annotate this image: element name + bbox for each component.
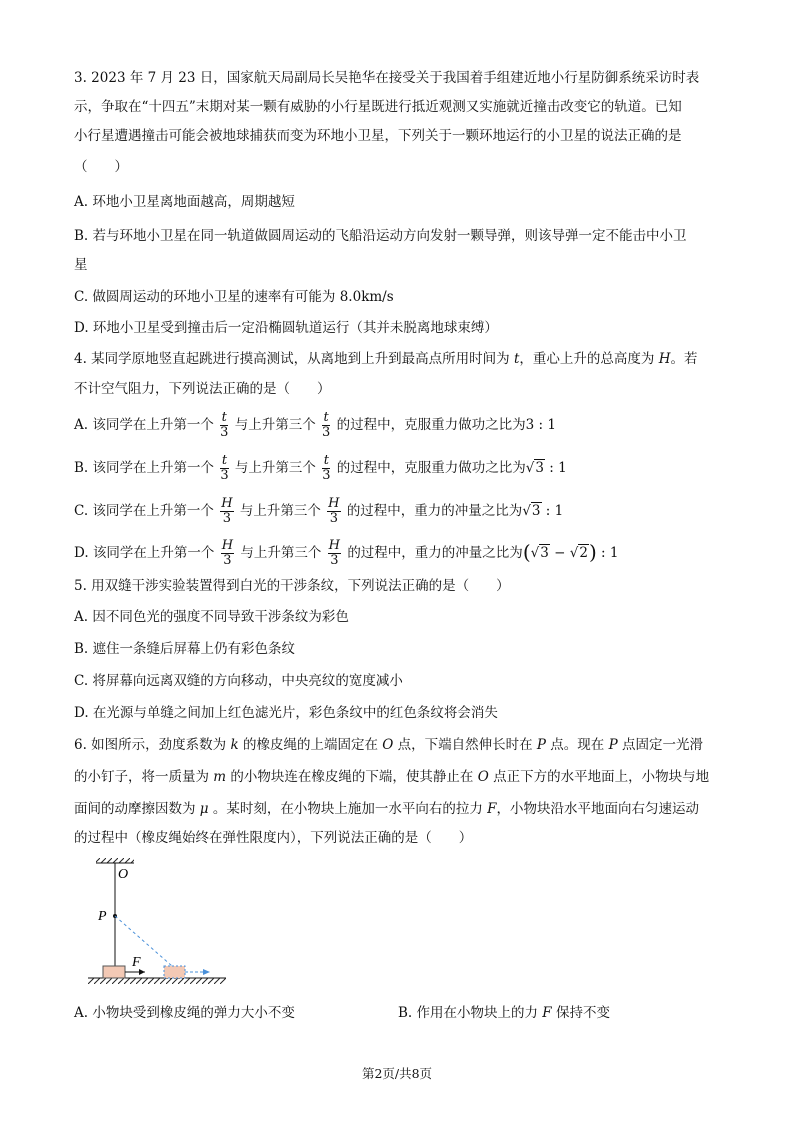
q6-stem-line2: 的小钉子，将一质量为 m 的小物块连在橡皮绳的下端，使其静止在 O 点正下方的水平地面上，小物块与地: [74, 769, 710, 785]
motion-arrowhead: [203, 969, 210, 975]
fraction-t-over-3: $\frac{t}{3}$: [322, 410, 331, 440]
q6-option-a: A. 小物块受到橡皮绳的弹力大小不变: [74, 1005, 295, 1021]
q6-stem-line1: 6. 如图所示，劲度系数为 k 的橡皮绳的上端固定在 O 点，下端自然伸长时在 P 点。现在 P 点固定一光滑: [74, 737, 703, 753]
rubber-band-figure: [88, 858, 228, 990]
q3-option-a: A. 环地小卫星离地面越高，周期越短: [74, 194, 295, 210]
q5-option-a: A. 因不同色光的强度不同导致干涉条纹为彩色: [74, 609, 349, 625]
q4-option-b: B. 该同学在上升第一个 $\frac{t}{3}$ 与上升第三个 $\frac{t}{3}$ 的过程中，克服重力做功之比为√3 : 1: [74, 453, 567, 483]
fraction-t-over-3: $\frac{t}{3}$: [220, 453, 229, 483]
fraction-H-over-3: $\frac{H}{3}$: [328, 538, 341, 568]
q3-option-b-line2: 星: [74, 257, 88, 273]
q3-option-c: C. 做圆周运动的环地小卫星的速率有可能为 8.0km/s: [74, 289, 394, 305]
fraction-H-over-3: $\frac{H}{3}$: [221, 538, 234, 568]
q3-stem-line1: 3. 2023 年 7 月 23 日，国家航天局副局长吴艳华在接受关于我国着手组建近地小行星防御系统采访时表: [74, 70, 700, 86]
var-H: H: [658, 351, 671, 367]
q6-option-b: B. 作用在小物块上的力 F 保持不变: [398, 1005, 610, 1021]
sqrt-3: √3: [530, 545, 549, 561]
q3-stem-line2: 示，争取在“十四五”末期对某一颗有威胁的小行星既进行抵近观测又实施就近撞击改变它的轨道。已知: [74, 99, 682, 115]
fraction-H-over-3: $\frac{H}{3}$: [221, 496, 233, 526]
q4-stem-line2: 不计空气阻力，下列说法正确的是（ ）: [74, 381, 331, 397]
ratio: 3 : 1: [525, 417, 556, 433]
sqrt-2: √2: [569, 545, 588, 561]
fraction-t-over-3: $\frac{t}{3}$: [322, 453, 331, 483]
var-t: t: [513, 351, 520, 367]
sqrt-3: √3: [525, 460, 544, 476]
page-footer: 第2页/共8页: [361, 1066, 433, 1081]
q4-stem-line1: 4. 某同学原地竖直起跳进行摸高测试，从离地到上升到最高点所用时间为 t，重心上升的总高度为 H。若: [74, 351, 698, 367]
label-F: F: [132, 955, 141, 970]
block-initial: [103, 966, 125, 978]
q6-stem-line3: 面间的动摩擦因数为 μ 。某时刻，在小物块上施加一水平向右的拉力 F，小物块沿水平地面向右匀速运动: [74, 801, 700, 817]
q4-option-a: A. 该同学在上升第一个 $\frac{t}{3}$ 与上升第三个 $\frac{t}{3}$ 的过程中，克服重力做功之比为3 : 1: [74, 410, 556, 440]
rubber-band-dashed: [115, 916, 172, 966]
q3-option-b-line1: B. 若与环地小卫星在同一轨道做圆周运动的飞船沿运动方向发射一颗导弹，则该导弹一定不能击中小卫: [74, 228, 687, 244]
label-O: O: [118, 867, 129, 882]
ground-hatch: [88, 978, 226, 984]
ceiling-hatch: [96, 858, 134, 863]
q3-answer-blank: （ ）: [74, 159, 128, 175]
sqrt-3: √3: [522, 503, 541, 519]
q6-stem-line4: 的过程中（橡皮绳始终在弹性限度内），下列说法正确的是（ ）: [74, 830, 473, 846]
q5-option-b: B. 遮住一条缝后屏幕上仍有彩色条纹: [74, 641, 296, 657]
label-P: P: [98, 909, 107, 924]
q5-stem: 5. 用双缝干涉实验装置得到白光的干涉条纹，下列说法正确的是（ ）: [74, 578, 510, 594]
q5-option-c: C. 将屏幕向远离双缝的方向移动，中央亮纹的宽度减小: [74, 673, 403, 689]
q3-stem-line3: 小行星遭遇撞击可能会被地球捕获而变为环地小卫星，下列关于一颗环地运行的小卫星的说法正确的是: [74, 128, 682, 144]
fraction-t-over-3: $\frac{t}{3}$: [220, 410, 229, 440]
q4-option-d: D. 该同学在上升第一个 $\frac{H}{3}$ 与上升第三个 $\frac{H}{3}$ 的过程中，重力的冲量之比为(√3 − √2) : 1: [74, 538, 619, 568]
q3-option-d: D. 环地小卫星受到撞击后一定沿椭圆轨道运行（其并未脱离地球束缚）: [74, 320, 498, 336]
fraction-H-over-3: $\frac{H}{3}$: [328, 496, 340, 526]
block-moved: [164, 966, 185, 978]
q4-option-c: C. 该同学在上升第一个 $\frac{H}{3}$ 与上升第三个 $\frac{H}{3}$ 的过程中，重力的冲量之比为√3 : 1: [74, 496, 564, 526]
q5-option-d: D. 在光源与单缝之间加上红色滤光片，彩色条纹中的红色条纹将会消失: [74, 705, 498, 721]
